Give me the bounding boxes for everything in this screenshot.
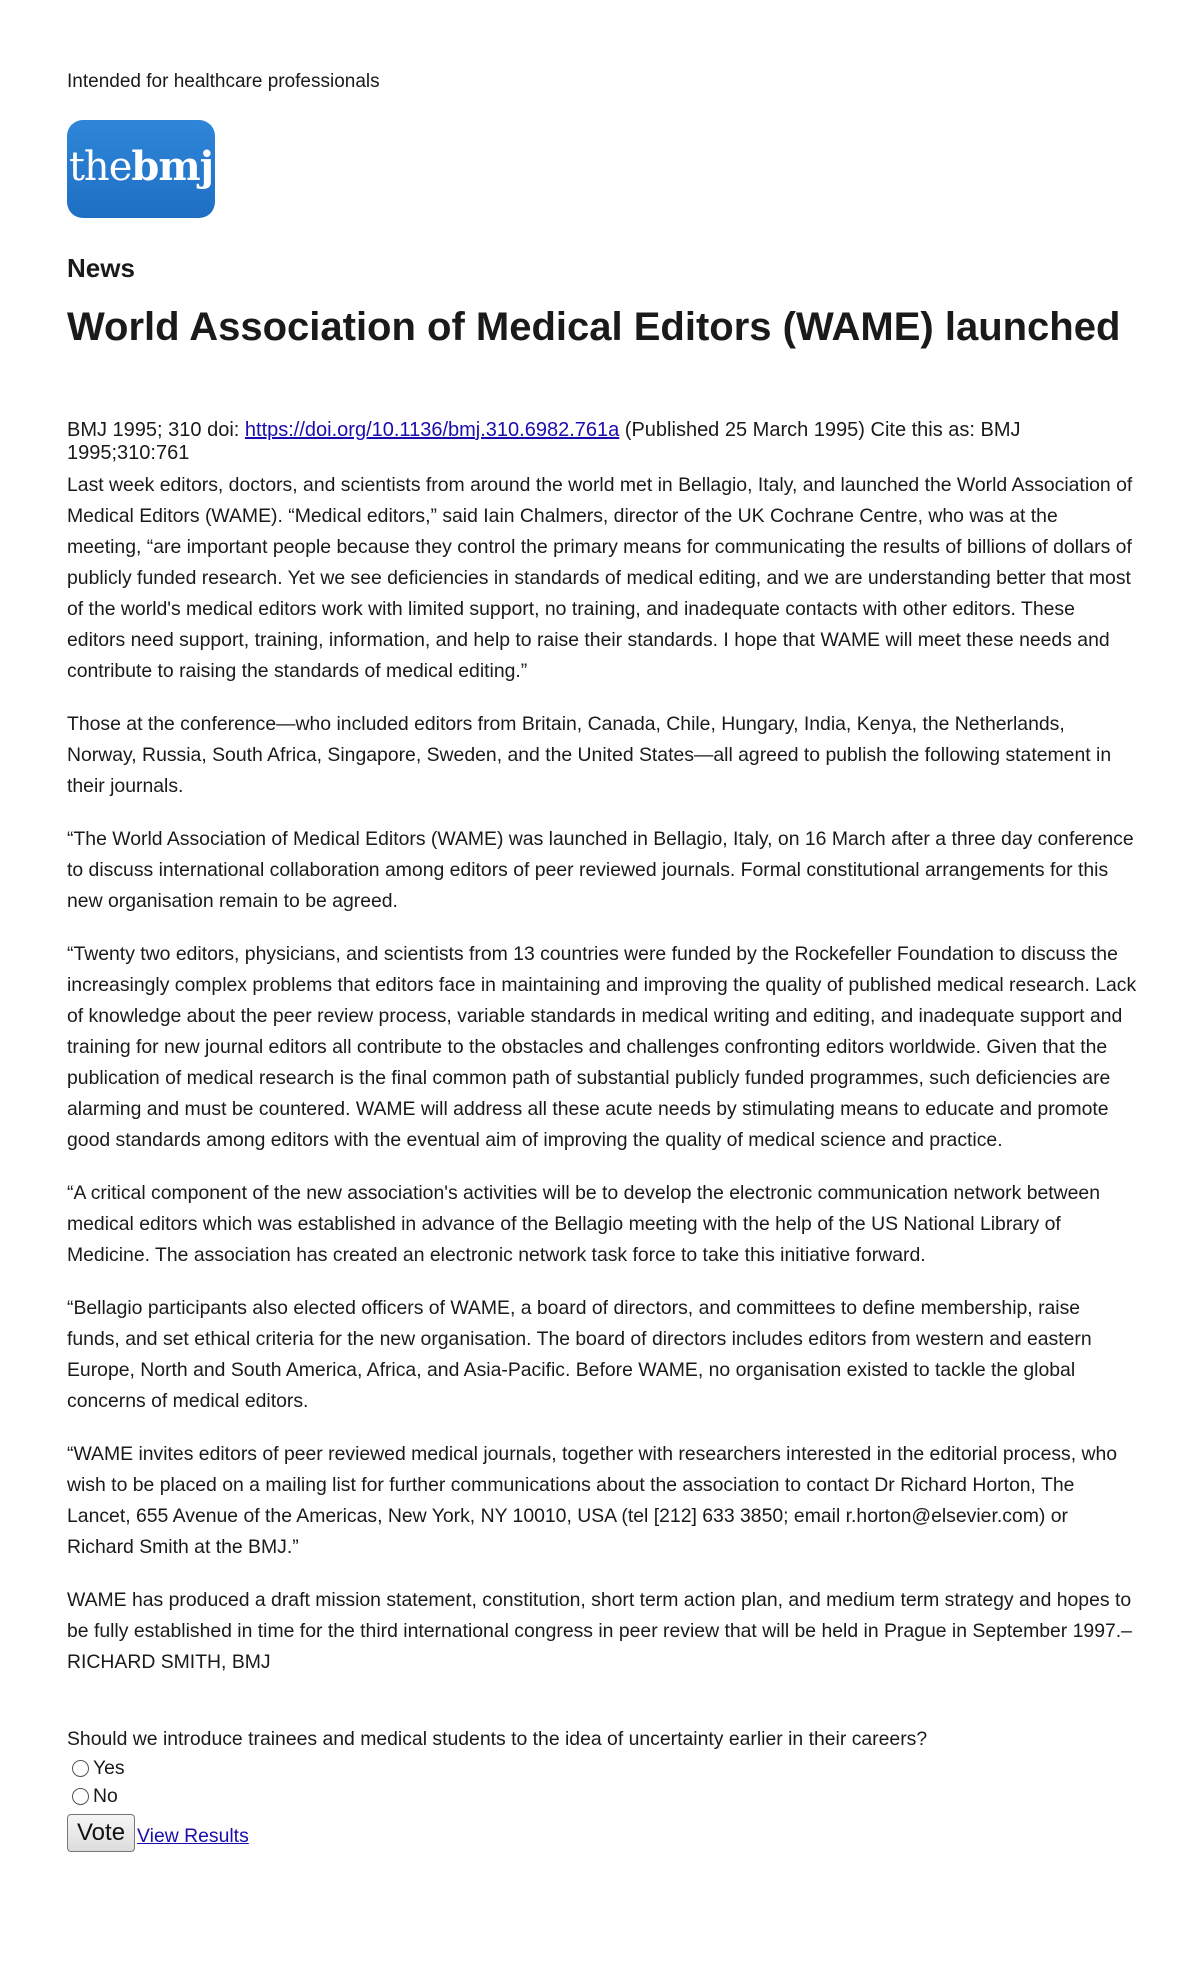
doi-link[interactable]: https://doi.org/10.1136/bmj.310.6982.761a [244, 419, 620, 441]
article-body [67, 470, 1137, 1700]
poll-radio-no[interactable] [72, 1788, 89, 1805]
article-citation [67, 419, 1133, 465]
body-paragraph: “The World Association of Medical Editors (WAME) was launched in Bellagio, Italy, on 16 March after a three day conference to discuss international collaboration among editors of peer reviewed journals. Formal constitutional arrangements for this new organisation remain to be agreed. [67, 828, 1134, 912]
bmj-logo[interactable] [67, 120, 215, 218]
poll-option-no[interactable] [67, 1782, 1133, 1810]
poll-option-label: Yes [93, 1756, 125, 1779]
logo-the-text: the [68, 144, 132, 190]
body-paragraph: Last week editors, doctors, and scientists from around the world met in Bellagio, Italy, and launched the World Association of Medical Editors (WAME). “Medical editors,” said Iain Chalmers, director of the UK Cochrane Centre, who was at the meeting, “are important people because they control the primary means for communicating the results of billions of dollars of publicly funded research. Yet we see deficiencies in standards of medical editing, and we are understanding better that most of the world's medical editors work with limited support, no training, and inadequate contacts with other editors. These editors need support, training, information, and help to raise their standards. I hope that WAME will meet these needs and contribute to raising the standards of medical editing.” [67, 474, 1133, 682]
audience-notice: Intended for healthcare professionals [67, 71, 380, 92]
article-title: World Association of Medical Editors (WAME) launched [67, 305, 1121, 349]
poll-option-yes[interactable] [67, 1754, 1133, 1782]
vote-button[interactable]: Vote [67, 1814, 135, 1852]
view-results-link[interactable]: View Results [137, 1825, 249, 1847]
poll-radio-yes[interactable] [72, 1760, 89, 1777]
citation-prefix: BMJ 1995; 310 doi: [67, 419, 245, 441]
section-label: News [67, 253, 135, 283]
body-paragraph: “WAME invites editors of peer reviewed medical journals, together with researchers interested in the editorial process, who wish to be placed on a mailing list for further communications about the association to contact Dr Richard Horton, The Lancet, 655 Avenue of the Americas, New York, NY 10010, USA (tel [212] 633 3850; email r.horton@elsevier.com) or Richard Smith at the BMJ.” [67, 1443, 1118, 1558]
poll [67, 1726, 1133, 1852]
poll-question: Should we introduce trainees and medical students to the idea of uncertainty earlier in their careers? [67, 1728, 928, 1750]
body-paragraph: “Twenty two editors, physicians, and scientists from 13 countries were funded by the Rockefeller Foundation to discuss the increasingly complex problems that editors face in maintaining and improving the quality of published medical research. Lack of knowledge about the peer review process, variable standards in medical writing and editing, and inadequate support and training for new journal editors all contribute to the obstacles and challenges confronting editors worldwide. Given that the publication of medical research is the final common path of substantial publicly funded programmes, such deficiencies are alarming and must be countered. WAME will address all these acute needs by stimulating means to educate and promote good standards among editors with the eventual aim of improving the quality of medical science and practice. [67, 943, 1137, 1151]
logo-bmj-text: bmj [131, 143, 214, 190]
body-paragraph: Those at the conference—who included editors from Britain, Canada, Chile, Hungary, India, Kenya, the Netherlands, Norway, Russia, South Africa, Singapore, Sweden, and the United States—all agreed to publish the following statement in their journals. [67, 713, 1112, 797]
poll-option-label: No [93, 1784, 118, 1807]
poll-actions [67, 1814, 1133, 1852]
body-paragraph: “A critical component of the new association's activities will be to develop the electronic communication network between medical editors which was established in advance of the Bellagio meeting with the help of the US National Library of Medicine. The association has created an electronic network task force to take this initiative forward. [67, 1182, 1101, 1266]
body-paragraph: WAME has produced a draft mission statement, constitution, short term action plan, and medium term strategy and hopes to be fully established in time for the third international congress in peer review that will be held in Prague in September 1997.–RICHARD SMITH, BMJ [67, 1589, 1132, 1673]
body-paragraph: “Bellagio participants also elected officers of WAME, a board of directors, and committees to define membership, raise funds, and set ethical criteria for the new organisation. The board of directors includes editors from western and eastern Europe, North and South America, Africa, and Asia-Pacific. Before WAME, no organisation existed to tackle the global concerns of medical editors. [67, 1297, 1092, 1412]
bmj-logo-text [68, 143, 214, 190]
citation-suffix: (Published 25 March 1995) Cite this as: BMJ 1995;310:761 [67, 419, 1021, 464]
